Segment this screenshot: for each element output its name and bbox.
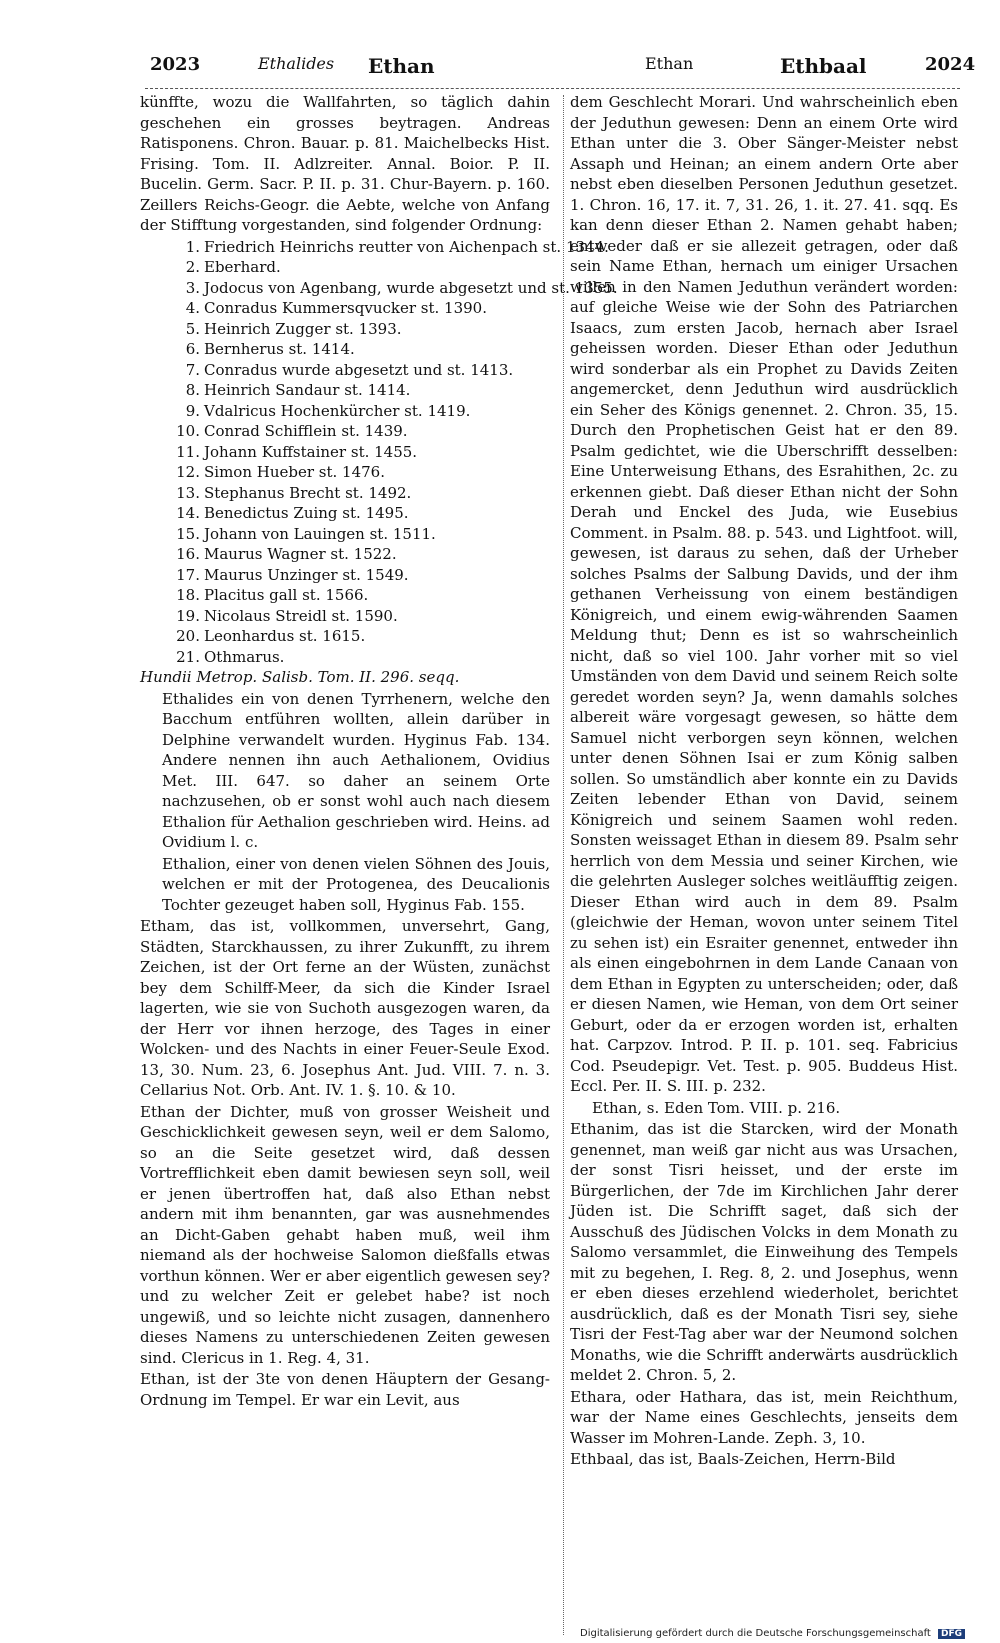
left-headword: Ethan	[368, 54, 435, 78]
left-page-number: 2023	[150, 54, 201, 75]
column-divider	[563, 95, 564, 1635]
list-item: 20. Leonhardus st. 1615.	[176, 627, 366, 645]
header-rule	[145, 88, 960, 89]
list-item: 13. Stephanus Brecht st. 1492.	[176, 483, 412, 502]
entry-ethan-eden: Ethan, s. Eden Tom. VIII. p. 216.	[592, 1098, 841, 1117]
entry-ethan-saenger: Ethan, ist der 3te von denen Häuptern der Gesang-Ordnung im Tempel. Er war ein Levit, aus	[140, 1370, 550, 1409]
entry-etham: Etham, das ist, vollkommen, unversehrt, Gang, Städten, Starckhaussen, zu ihrer Zukunfft, zu ihrem Zeichen, ist der Ort ferne an der Wüsten, zunächst bey dem Schilff-Meer, da sich die Kinder Israel lagerten, wie sie von Suchoth ausgezogen waren, da der Herr vor ihnen herzoge, des Tages in einer Wolcken- und des Nachts in einer Feuer-Seule Exod. 13, 30. Num. 23, 6. Josephus Ant. Jud. VIII. 7. n. 3. Cellarius Not. Orb. Ant. IV. 1. §. 10. & 10.	[140, 917, 550, 1099]
list-item: 2. Eberhard.	[185, 258, 281, 276]
page-header	[140, 54, 976, 84]
list-item: 14. Benedictus Zuing st. 1495.	[176, 504, 409, 522]
list-item: 11. Johann Kuffstainer st. 1455.	[176, 442, 418, 461]
list-item: 19. Nicolaus Streidl st. 1590.	[176, 606, 398, 625]
abbot-list	[140, 237, 618, 668]
left-column	[140, 92, 618, 1411]
entry-ethalides: Ethalides ein von denen Tyrrhenern, welche den Bacchum entführen wollten, allein darüber in Delphine verwandelt wurden. Hyginus Fab. 134. Andere nennen ihn auch Aethalionem, Ovidius Met. III. 647. so daher an seinem Orte nachzusehen, ob er sonst wohl auch nach diesem Ethalion für Aethalion geschrieben wird. Heins. ad Ovidium l. c.	[162, 689, 550, 851]
list-item: 21. Othmarus.	[176, 647, 285, 666]
list-item: 6. Bernherus st. 1414.	[185, 340, 355, 358]
list-item: 9. Vdalricus Hochenkürcher st. 1419.	[185, 401, 471, 420]
source-citation: Hundii Metrop. Salisb. Tom. II. 296. seqq.	[140, 668, 460, 686]
list-item: 17. Maurus Unzinger st. 1549.	[176, 565, 409, 584]
list-item: 3. Jodocus von Agenbang, wurde abgesetzt und st. 1355.	[185, 278, 618, 297]
list-item: 12. Simon Hueber st. 1476.	[176, 463, 385, 481]
entry-ethan-continued: dem Geschlecht Morari. Und wahrscheinlich eben der Jeduthun gewesen: Denn an einem Orte wird Ethan unter die 3. Ober Sänger-Meister nebst Assaph und Heinan; an einem andern Orte aber nebst eben dieselben Personen Jeduthun gesetzet. 1. Chron. 16, 17. it. 7, 31. 26, 1. it. 27. 41. sqq. Es kan denn dieser Ethan 2. Namen gehabt haben; entweder daß er sie allezeit getragen, oder daß sein Name Ethan, hernach um einiger Ursachen willen in den Namen Jeduthun verändert worden: auf gleiche Weise wie der Sohn des Patriarchen Isaacs, zum ersten Jacob, hernach aber Israel geheissen worden. Dieser Ethan oder Jeduthun wird sonderbar als ein Prophet zu Davids Zeiten angemercket, denn Jeduthun wird ausdrücklich ein Seher des Königs genennet. 2. Chron. 35, 15. Durch den Prophetischen Geist hat er den 89. Psalm gedichtet, wie die Uberschrifft desselben: Eine Unterweisung Ethans, des Esrahithen, 2c. zu erkennen giebt. Daß dieser Ethan nicht der Sohn Derah und Enckel des Juda, wie Eusebius Comment. in Psalm. 88. p. 543. und Lightfoot. will, gewesen, ist daraus zu sehen, daß der Urheber solches Psalms der Salbung Davids, und der ihm gethanen Verheissung von einem beständigen Königreich, und einem ewig-währenden Saamen Meldung thut; Denn es ist so wahrscheinlich nicht, daß so viel 100. Jahr vorher mit so viel Umständen von dem David und seinem Reich solte geredet worden seyn? Ja, wenn damahls solches albereit wäre vorgesagt gewesen, so hätte dem Samuel nicht verborgen seyn können, welchen unter denen Söhnen Isai er zum König salben sollen. So umständlich aber konnte ein zu Davids Zeiten lebender Ethan von David, seinem Königreich und seinem Saamen wohl reden. Sonsten weissaget Ethan in diesem 89. Psalm sehr herrlich von dem Messia und seiner Kirchen, wie die gelehrten Ausleger solches weitläufftig zeigen. Dieser Ethan wird auch in dem 89. Psalm (gleichwie der Heman, wovon unter seinem Titel zu sehen ist) ein Esraiter genennet, entweder ihn als einen eingebohrnen in dem Lande Canaan von dem Ethan in Egypten zu unterscheiden; oder, daß er diesen Namen, wie Heman, von dem Ort seiner Geburt, oder da er erzogen worden ist, erhalten hat. Carpzov. Introd. P. II. p. 101. seq. Fabricius Cod. Pseudepigr. Vet. Test. p. 905. Buddeus Hist. Eccl. Per. II. S. III. p. 232.	[570, 93, 959, 1095]
list-item: 15. Johann von Lauingen st. 1511.	[176, 524, 436, 543]
footer-text: Digitalisierung gefördert durch die Deutsche Forschungsgemeinschaft	[580, 1628, 931, 1639]
entry-ethanim: Ethanim, das ist die Starcken, wird der Monath genennet, man weiß gar nicht aus was Ursachen, der sonst Tisri heisset, und der erste im Bürgerlichen, der 7de im Kirchlichen Jahr derer Jüden ist. Die Schrifft saget, daß sich der Ausschuß des Jüdischen Volcks in dem Monath zu Salomo versammlet, die Einweihung des Tempels mit zu begehen, I. Reg. 8, 2. und Josephus, wenn er eben dieses erzehlend wiederholet, berichtet ausdrücklich, daß es der Monath Tisri sey, siehe Tisri der Fest-Tag aber war der Neumond solchen Monaths, wie die Schrifft anderwärts ausdrücklich meldet 2. Chron. 5, 2.	[570, 1120, 958, 1384]
digitization-footer	[580, 1628, 963, 1639]
right-column	[570, 92, 958, 1471]
list-item: 5. Heinrich Zugger st. 1393.	[185, 319, 402, 338]
entry-ethbaal: Ethbaal, das ist, Baals-Zeichen, Herrn-Bild	[570, 1450, 896, 1468]
list-item: 4. Conradus Kummersqvucker st. 1390.	[185, 299, 487, 317]
entry-ethara: Ethara, oder Hathara, das ist, mein Reichthum, war der Name eines Geschlechts, jenseits dem Wasser im Mohren-Lande. Zeph. 3, 10.	[570, 1387, 958, 1447]
list-item: 16. Maurus Wagner st. 1522.	[176, 545, 397, 563]
right-headword: Ethbaal	[780, 54, 867, 78]
list-item: 10. Conrad Schifflein st. 1439.	[176, 422, 408, 440]
list-item: 18. Placitus gall st. 1566.	[176, 586, 369, 604]
dfg-logo: DFG	[938, 1629, 965, 1639]
list-item: 8. Heinrich Sandaur st. 1414.	[185, 381, 411, 399]
left-keyword: Ethalides	[258, 54, 335, 73]
entry-ethan-dichter: Ethan der Dichter, muß von grosser Weisheit und Geschicklichkeit gewesen seyn, weil er dem Salomo, so an die Seite gesetzet wird, daß dessen Vortrefflichkeit eben damit bewiesen seyn soll, weil er jenen übertroffen hat, daß also Ethan nebst andern mit ihm benannten, gar was ausnehmendes an Dicht-Gaben gehabt haben muß, weil ihm niemand als der hochweise Salomon dießfalls etwas vorthun können. Wer er aber eigentlich gewesen sey? und zu welcher Zeit er gelebet habe? ist noch ungewiß, und so leichte nicht zusagen, dannenhero dieses Namens zu unterschiedenen Zeiten gewesen sind. Clericus in 1. Reg. 4, 31.	[140, 1102, 550, 1367]
list-item: 1. Friedrich Heinrichs reutter von Aichenpach st. 1344.	[185, 237, 609, 256]
right-page-number: 2024	[925, 54, 976, 75]
list-item: 7. Conradus wurde abgesetzt und st. 1413.	[185, 360, 514, 379]
intro-paragraph: künffte, wozu die Wallfahrten, so täglich dahin geschehen ein grosses beytragen. Andreas Ratisponens. Chron. Bauar. p. 81. Maichelbecks Hist. Frising. Tom. II. Adlzreiter. Annal. Boior. P. II. Bucelin. Germ. Sacr. P. II. p. 31. Chur-Bayern. p. 160. Zeillers Reichs-Geogr. die Aebte, welche von Anfang der Stifftung vorgestanden, sind folgender Ordnung:	[140, 93, 550, 234]
right-keyword: Ethan	[645, 54, 694, 73]
entry-ethalion: Ethalion, einer von denen vielen Söhnen des Jouis, welchen er mit der Protogenea, des Deucalionis Tochter gezeuget haben soll, Hyginus Fab. 155.	[162, 854, 550, 914]
